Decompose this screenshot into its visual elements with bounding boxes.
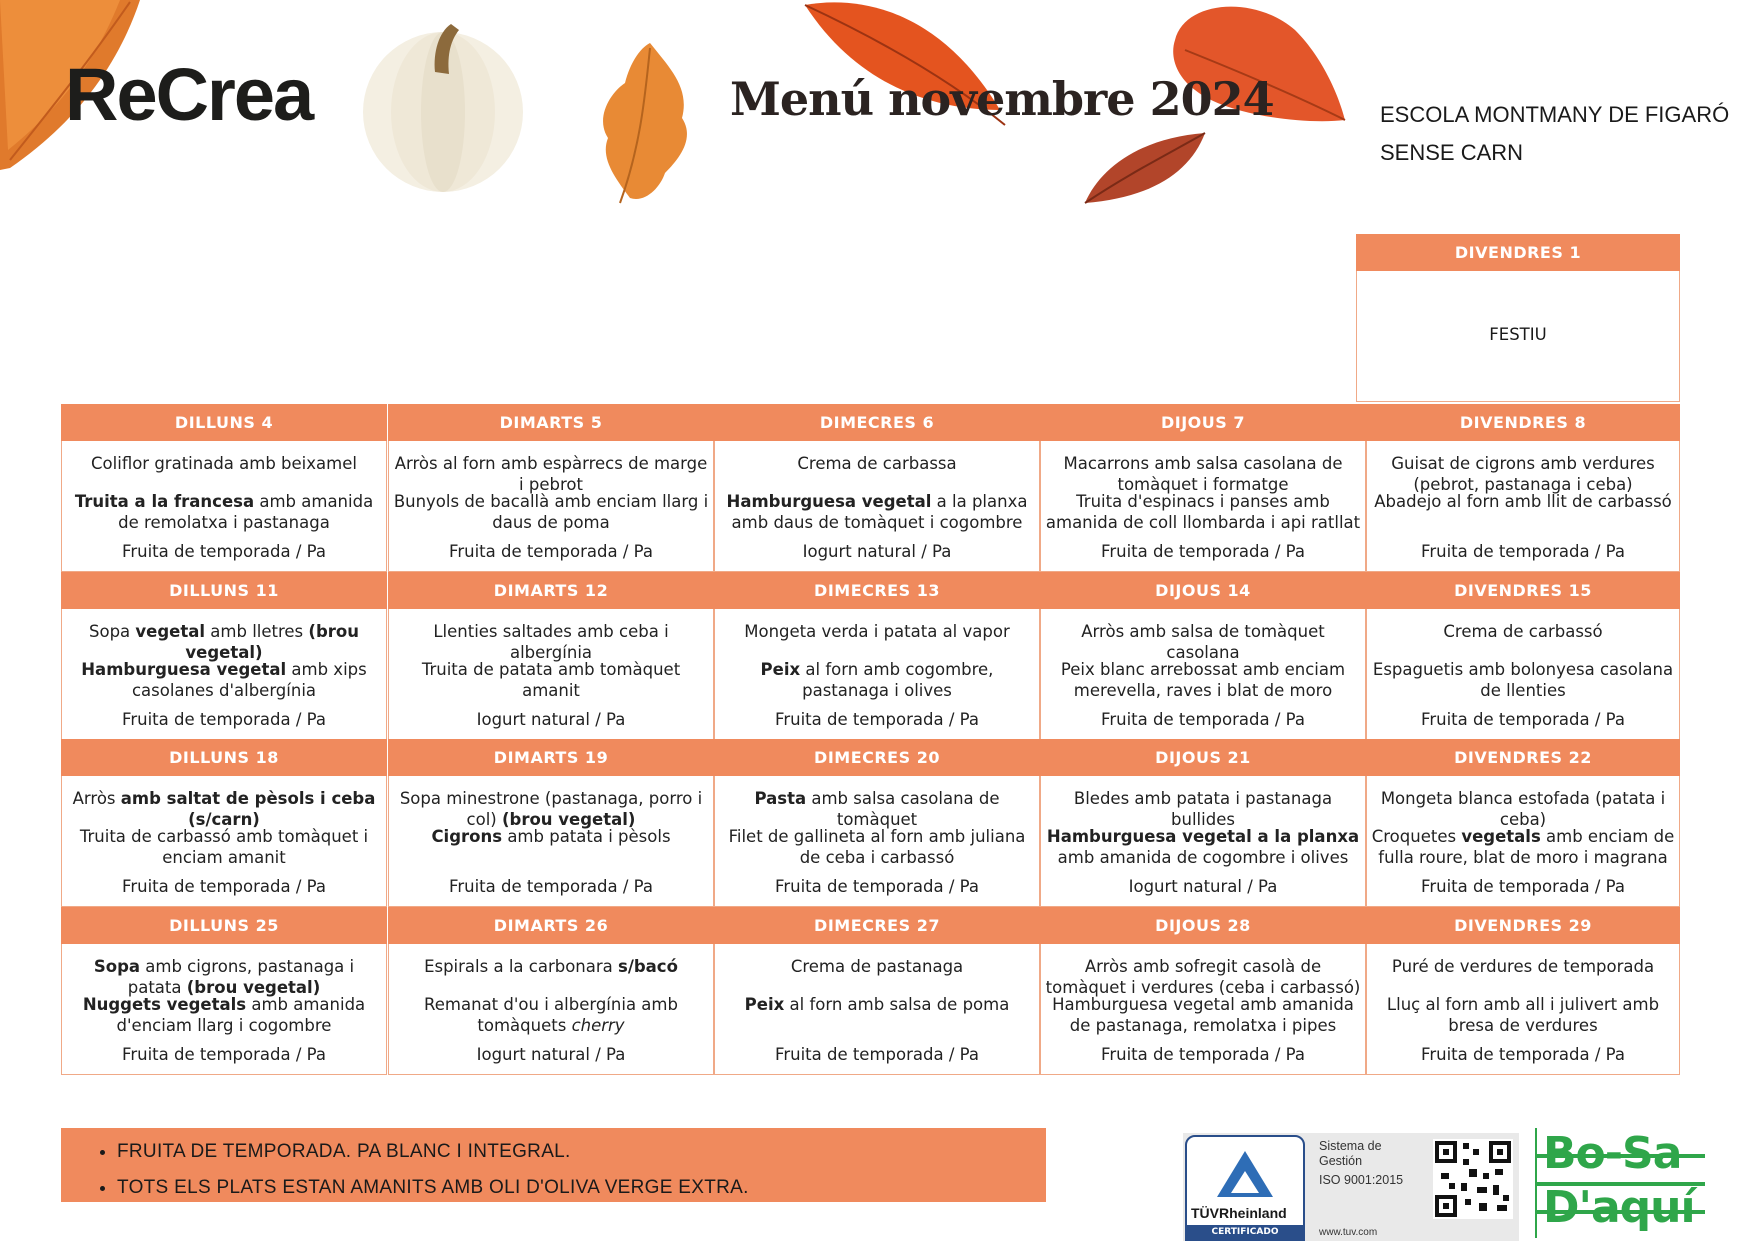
first-course: Guisat de cigrons amb verdures (pebrot, pastanaga i ceba) xyxy=(1391,454,1655,494)
first-course: Arròs amb sofregit casolà de tomàquet i verdures (ceba i carbassó) xyxy=(1045,957,1361,997)
second-course: Peix al forn amb cogombre, pastanaga i olives xyxy=(760,660,994,700)
cert-url: www.tuv.com xyxy=(1319,1227,1378,1238)
second-course: Croquetes vegetals amb enciam de fulla roure, blat de moro i magrana xyxy=(1371,827,1675,867)
day-cell xyxy=(388,944,714,1075)
second-course: Espaguetis amb bolonyesa casolana de llenties xyxy=(1372,660,1674,700)
day-header: DIMARTS 12 xyxy=(388,572,714,609)
day-cell xyxy=(1366,441,1680,572)
first-course: Arròs amb saltat de pèsols i ceba (s/carn) xyxy=(72,789,376,829)
day-header: DIVENDRES 22 xyxy=(1366,739,1680,776)
day-header: DIMECRES 27 xyxy=(714,907,1040,944)
day-cell xyxy=(714,609,1040,740)
partner-logo-line1: Bo-Sa xyxy=(1543,1128,1682,1179)
dessert: Fruita de temporada / Pa xyxy=(775,1045,979,1064)
small-brown-leaf-icon xyxy=(1080,128,1210,208)
first-course: Mongeta verda i patata al vapor xyxy=(744,622,1010,641)
second-course: Remanat d'ou i albergínia amb tomàquets cherry xyxy=(424,995,678,1035)
dessert: Fruita de temporada / Pa xyxy=(1101,710,1305,729)
cert-line: Sistema de xyxy=(1319,1139,1382,1153)
dessert: Fruita de temporada / Pa xyxy=(449,542,653,561)
day-cell xyxy=(1040,609,1366,740)
day-cell xyxy=(714,776,1040,907)
first-course: Pasta amb salsa casolana de tomàquet xyxy=(754,789,1000,829)
second-course: Hamburguesa vegetal amb amanida de pastanaga, remolatxa i pipes xyxy=(1052,995,1354,1035)
dessert: Fruita de temporada / Pa xyxy=(1421,710,1625,729)
second-course: Truita d'espinacs i panses amb amanida de coll llombarda i api ratllat xyxy=(1045,492,1361,532)
first-course: Crema de pastanaga xyxy=(790,957,964,976)
day-header: DIVENDRES 15 xyxy=(1366,572,1680,609)
second-course: Truita a la francesa amb amanida de remolatxa i pastanaga xyxy=(74,492,374,532)
second-course: Hamburguesa vegetal a la planxa amb amanida de cogombre i olives xyxy=(1046,827,1360,867)
second-course: Truita de patata amb tomàquet amanit xyxy=(421,660,681,700)
day-cell xyxy=(388,776,714,907)
day-cell-divendres-1 xyxy=(1356,271,1680,402)
day-header: DIJOUS 7 xyxy=(1040,404,1366,441)
second-course: Nuggets vegetals amb amanida d'enciam llarg i cogombre xyxy=(82,995,366,1035)
day-header: DIJOUS 14 xyxy=(1040,572,1366,609)
day-cell xyxy=(1366,944,1680,1075)
first-course: Bledes amb patata i pastanaga bullides xyxy=(1073,789,1333,829)
page-title: Menú novembre 2024 xyxy=(730,72,1274,126)
dessert: Fruita de temporada / Pa xyxy=(775,710,979,729)
menu-type: SENSE CARN xyxy=(1380,140,1524,165)
day-cell xyxy=(61,609,387,740)
day-header-divendres-1: DIVENDRES 1 xyxy=(1356,234,1680,271)
note-item: • FRUITA DE TEMPORADA. PA BLANC I INTEGRAL. xyxy=(117,1134,1046,1170)
day-cell xyxy=(1040,944,1366,1075)
first-course: Puré de verdures de temporada xyxy=(1391,957,1655,976)
first-course: Sopa minestrone (pastanaga, porro i col) (brou vegetal) xyxy=(399,789,703,829)
day-cell xyxy=(714,441,1040,572)
dessert: Iogurt natural / Pa xyxy=(476,1045,626,1064)
second-course: Abadejo al forn amb llit de carbassó xyxy=(1374,492,1672,511)
day-cell xyxy=(388,609,714,740)
dessert: Fruita de temporada / Pa xyxy=(122,542,326,561)
dessert: Fruita de temporada / Pa xyxy=(1101,1045,1305,1064)
dessert: Fruita de temporada / Pa xyxy=(122,710,326,729)
dessert: Iogurt natural / Pa xyxy=(1128,877,1278,896)
notes-box xyxy=(61,1128,1046,1202)
school-name: ESCOLA MONTMANY DE FIGARÓ xyxy=(1380,102,1730,127)
dessert: Fruita de temporada / Pa xyxy=(449,877,653,896)
second-course: Peix blanc arrebossat amb enciam merevella, raves i blat de moro xyxy=(1060,660,1346,700)
first-course: Espirals a la carbonara s/bacó xyxy=(424,957,678,976)
day-cell xyxy=(61,776,387,907)
second-course: Hamburguesa vegetal amb xips casolanes d'albergínia xyxy=(81,660,367,700)
tuv-brand: TÜVRheinland xyxy=(1191,1205,1287,1221)
second-course: Hamburguesa vegetal a la planxa amb daus de tomàquet i cogombre xyxy=(726,492,1028,532)
day-cell xyxy=(714,944,1040,1075)
second-course: Bunyols de bacallà amb enciam llarg i daus de poma xyxy=(393,492,709,532)
day-header: DIJOUS 21 xyxy=(1040,739,1366,776)
qr-code-icon xyxy=(1433,1139,1513,1219)
day-cell xyxy=(388,441,714,572)
day-cell xyxy=(1040,441,1366,572)
day-header: DIJOUS 28 xyxy=(1040,907,1366,944)
first-course: Crema de carbassó xyxy=(1443,622,1603,641)
day-header: DIVENDRES 8 xyxy=(1366,404,1680,441)
first-course: Sopa vegetal amb lletres (brou vegetal) xyxy=(89,622,359,662)
triangle-inner-icon xyxy=(1231,1171,1259,1193)
day-header: DILLUNS 25 xyxy=(61,907,387,944)
school-info xyxy=(1380,96,1729,172)
cert-standard: ISO 9001:2015 xyxy=(1319,1173,1404,1187)
tuv-band: CERTIFICADO xyxy=(1187,1225,1303,1239)
partner-logo xyxy=(1535,1126,1705,1238)
day-cell xyxy=(61,944,387,1075)
tuv-logo xyxy=(1185,1135,1305,1241)
dessert: Fruita de temporada / Pa xyxy=(1101,542,1305,561)
brand-logo: ReCrea xyxy=(65,53,313,136)
second-course: Peix al forn amb salsa de poma xyxy=(744,995,1010,1014)
first-course: Coliflor gratinada amb beixamel xyxy=(91,454,357,473)
note-item: • TOTS ELS PLATS ESTAN AMANITS AMB OLI D'OLIVA VERGE EXTRA. xyxy=(117,1170,1046,1206)
first-course: Mongeta blanca estofada (patata i ceba) xyxy=(1380,789,1666,829)
day-header: DIVENDRES 29 xyxy=(1366,907,1680,944)
first-course: Arròs amb salsa de tomàquet casolana xyxy=(1081,622,1325,662)
day-cell xyxy=(1366,609,1680,740)
cert-line: Gestión xyxy=(1319,1154,1363,1168)
oak-leaf-icon xyxy=(590,38,700,208)
first-course: Macarrons amb salsa casolana de tomàquet i formatge xyxy=(1063,454,1343,494)
day-header: DIMARTS 5 xyxy=(388,404,714,441)
partner-logo-line2: D'aquí xyxy=(1543,1182,1695,1233)
dessert: Fruita de temporada / Pa xyxy=(1421,877,1625,896)
second-course: Lluç al forn amb all i julivert amb bresa de verdures xyxy=(1386,995,1660,1035)
first-course: Llenties saltades amb ceba i albergínia xyxy=(433,622,669,662)
first-course: Sopa amb cigrons, pastanaga i patata (brou vegetal) xyxy=(93,957,355,997)
day-cell xyxy=(1366,776,1680,907)
holiday-label: FESTIU xyxy=(1489,325,1547,344)
day-header: DIMECRES 6 xyxy=(714,404,1040,441)
day-header: DIMARTS 26 xyxy=(388,907,714,944)
day-header: DILLUNS 11 xyxy=(61,572,387,609)
second-course: Cigrons amb patata i pèsols xyxy=(431,827,671,846)
first-course: Arròs al forn amb espàrrecs de marge i pebrot xyxy=(394,454,708,494)
dessert: Iogurt natural / Pa xyxy=(802,542,952,561)
day-cell xyxy=(1040,776,1366,907)
first-course: Crema de carbassa xyxy=(797,454,957,473)
day-header: DILLUNS 4 xyxy=(61,404,387,441)
second-course: Truita de carbassó amb tomàquet i enciam amanit xyxy=(79,827,369,867)
dessert: Fruita de temporada / Pa xyxy=(1421,542,1625,561)
dessert: Iogurt natural / Pa xyxy=(476,710,626,729)
day-cell xyxy=(61,441,387,572)
day-header: DILLUNS 18 xyxy=(61,739,387,776)
dessert: Fruita de temporada / Pa xyxy=(122,1045,326,1064)
day-header: DIMECRES 13 xyxy=(714,572,1040,609)
white-pumpkin-icon xyxy=(355,2,530,202)
certification-badge xyxy=(1183,1133,1519,1241)
second-course: Filet de gallineta al forn amb juliana de ceba i carbassó xyxy=(728,827,1026,867)
certification-text xyxy=(1319,1139,1403,1188)
day-header: DIMARTS 19 xyxy=(388,739,714,776)
day-header: DIMECRES 20 xyxy=(714,739,1040,776)
dessert: Fruita de temporada / Pa xyxy=(1421,1045,1625,1064)
dessert: Fruita de temporada / Pa xyxy=(775,877,979,896)
dessert: Fruita de temporada / Pa xyxy=(122,877,326,896)
